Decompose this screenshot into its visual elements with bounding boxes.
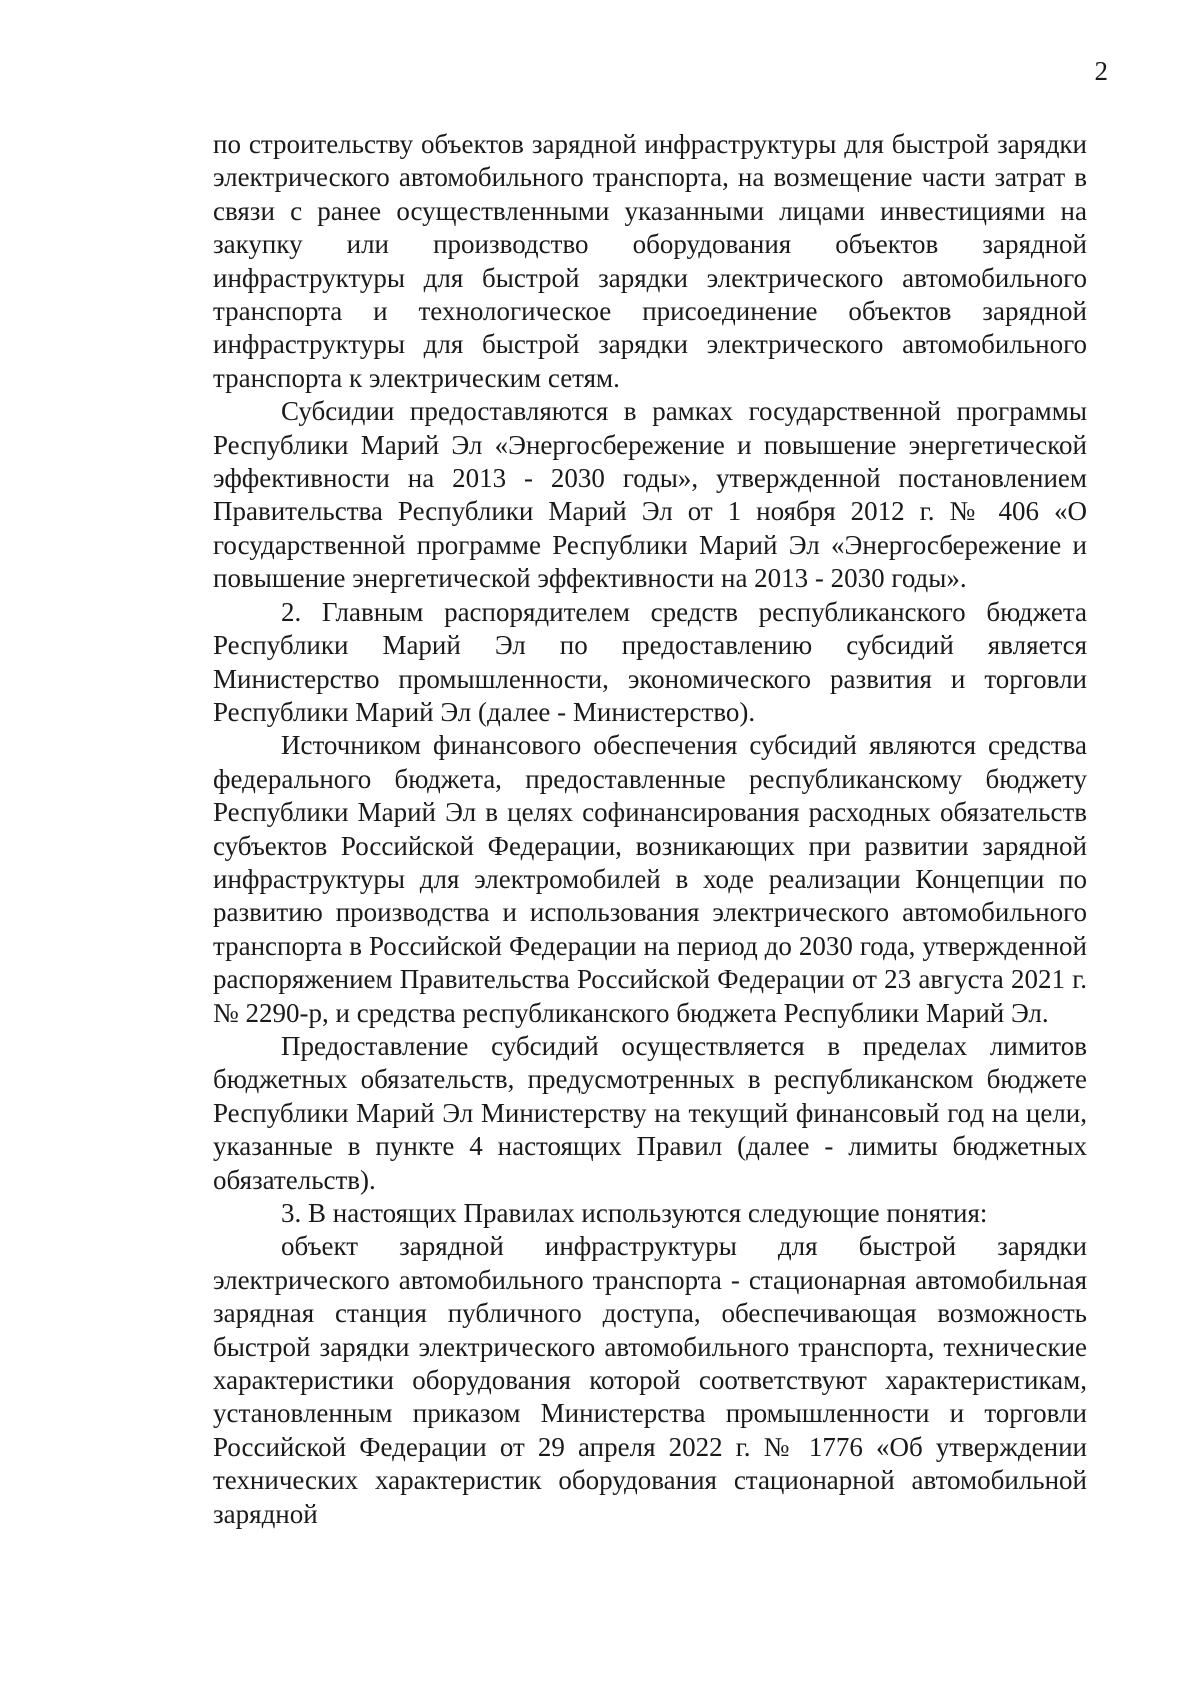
paragraph-subsidies-program: Субсидии предоставляются в рамках государственной программы Республики Марий Эл «Энергосбережение и повышение энергетической эффективности на 2013 - 2030 годы», утвержденной постановлением Правительства Республики Марий Эл от 1 ноября 2012 г. № 406 «О государственной программе Республики Марий Эл «Энергосбережение и повышение энергетической эффективности на 2013 - 2030 годы». xyxy=(213,396,1087,594)
paragraph-budget-limits: Предоставление субсидий осуществляется в пределах лимитов бюджетных обязательств, предусмотренных в республиканском бюджете Республики Марий Эл Министерству на текущий финансовый год на цели, указанные в пункте 4 настоящих Правил (далее - лимиты бюджетных обязательств). xyxy=(213,1030,1087,1195)
paragraph-funding-source: Источником финансового обеспечения субсидий являются средства федерального бюджета, предоставленные республиканскому бюджету Республики Марий Эл в целях софинансирования расходных обязательств субъектов Российской Федерации, возникающих при развитии зарядной инфраструктуры для электромобилей в ходе реализации Концепции по развитию производства и использования электрического автомобильного транспорта в Российской Федерации на период до 2030 года, утвержденной распоряжением Правительства Российской Федерации от 23 августа 2021 г. № 2290-р, и средства республиканского бюджета Республики Марий Эл. xyxy=(213,730,1087,1028)
paragraph-continuation: по строительству объектов зарядной инфраструктуры для быстрой зарядки электрического автомобильного транспорта, на возмещение части затрат в связи с ранее осуществленными указанными лицами инвестициями на закупку или производство оборудования объектов зарядной инфраструктуры для быстрой зарядки электрического автомобильного транспорта и технологическое присоединение объектов зарядной инфраструктуры для быстрой зарядки электрического автомобильного транспорта к электрическим сетям. xyxy=(213,129,1087,393)
paragraph-main-administrator: 2. Главным распорядителем средств республиканского бюджета Республики Марий Эл по предоставлению субсидий является Министерство промышленности, экономического развития и торговли Республики Марий Эл (далее - Министерство). xyxy=(213,596,1087,727)
page-number: 2 xyxy=(1094,56,1108,86)
document-body xyxy=(213,128,1087,1531)
paragraph-definition-charging-object: объект зарядной инфраструктуры для быстрой зарядки электрического автомобильного транспорта - стационарная автомобильная зарядная станция публичного доступа, обеспечивающая возможность быстрой зарядки электрического автомобильного транспорта, технические характеристики оборудования которой соответствуют характеристикам, установленным приказом Министерства промышленности и торговли Российской Федерации от 29 апреля 2022 г. № 1776 «Об утверждении технических характеристик оборудования стационарной автомобильной зарядной xyxy=(213,1231,1087,1529)
paragraph-definitions-heading: 3. В настоящих Правилах используются следующие понятия: xyxy=(281,1198,988,1228)
